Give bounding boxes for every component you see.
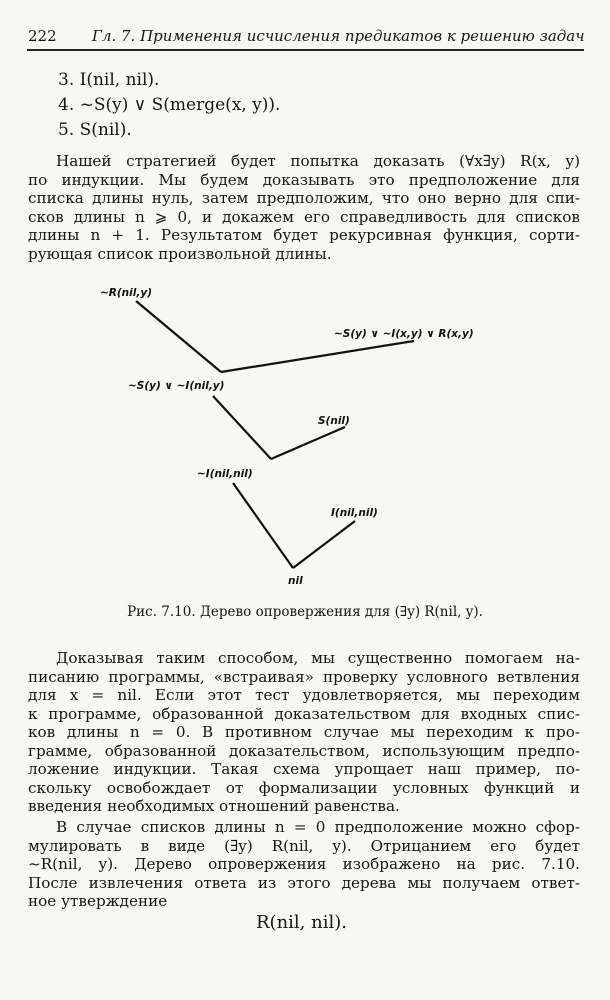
node-bottom: nil xyxy=(288,575,303,587)
text-line: списка длины нуль, затем предположим, что оно верно для спи- xyxy=(28,189,580,207)
tree-edge xyxy=(233,483,293,568)
figure-caption xyxy=(0,604,610,620)
text-line: мулировать в виде (∃y) R(nil, y). Отрицанием его будет xyxy=(28,836,580,855)
paragraph-3 xyxy=(28,818,580,911)
final-formula: R(nil, nil). xyxy=(256,912,347,933)
tree-edge xyxy=(221,341,414,372)
text-line: ков длины n = 0. В противном случае мы переходим к про- xyxy=(28,723,580,741)
text-line: грамме, образованной доказательством, использующим предпо- xyxy=(28,741,580,760)
paragraph-2 xyxy=(28,649,580,816)
node-side2: I(nil,nil) xyxy=(331,507,378,519)
formula-5: 5. S(nil). xyxy=(58,120,132,140)
text-line: длины n + 1. Результатом будет рекурсивная функция, сорти- xyxy=(28,226,580,244)
text-line: скольку освобождает от формализации условных функций и xyxy=(28,778,580,797)
text-line: рующая список произвольной длины. xyxy=(28,244,332,263)
text-line: ное утверждение xyxy=(28,892,168,910)
text-line: В случае списков длины n = 0 предположение можно сфор- xyxy=(56,818,580,836)
tree-edge xyxy=(136,301,221,372)
text-line: для x = nil. Если этот тест удовлетворяется, мы переходим xyxy=(28,686,580,704)
text-line: писанию программы, «встраивая» проверку условного ветвления xyxy=(28,667,580,686)
caption-text: Дерево опровержения для (∃y) R(nil, y). xyxy=(199,604,483,620)
tree-edge xyxy=(293,521,355,568)
node-mid2: ~I(nil,nil) xyxy=(197,468,253,480)
formula-4: 4. ~S(y) ∨ S(merge(x, y)). xyxy=(58,95,281,115)
text-line: сков длины n ⩾ 0, и докажем его справедливость для списков xyxy=(28,207,580,226)
page-number: 222 xyxy=(28,27,57,45)
caption-prefix: Рис. 7.10. xyxy=(127,604,196,620)
text-line: ~R(nil, y). Дерево опровержения изображено на рис. 7.10. xyxy=(28,855,580,873)
tree-edge xyxy=(213,396,271,459)
node-mid1: ~S(y) ∨ ~I(nil,y) xyxy=(128,380,225,392)
text-line: Нашей стратегией будет попытка доказать (∀x∃y) R(x, y) xyxy=(56,152,580,170)
text-line: ложение индукции. Такая схема упрощает наш пример, по- xyxy=(28,760,580,778)
text-line: введения необходимых отношений равенства. xyxy=(28,797,400,815)
text-line: к программе, образованной доказательством для входных спис- xyxy=(28,704,580,723)
running-title: Гл. 7. Применения исчисления предикатов к решению задач xyxy=(92,27,585,45)
node-side1: S(nil) xyxy=(318,415,350,427)
tree-edge xyxy=(271,427,345,459)
text-line: по индукции. Мы будем доказывать это предположение для xyxy=(28,170,580,189)
formula-3: 3. I(nil, nil). xyxy=(58,70,160,90)
node-top-left: ~R(nil,y) xyxy=(100,287,152,299)
text-line: Доказывая таким способом, мы существенно помогаем на- xyxy=(56,649,580,667)
node-top-right: ~S(y) ∨ ~I(x,y) ∨ R(x,y) xyxy=(334,328,474,340)
text-line: После извлечения ответа из этого дерева мы получаем ответ- xyxy=(28,873,580,892)
